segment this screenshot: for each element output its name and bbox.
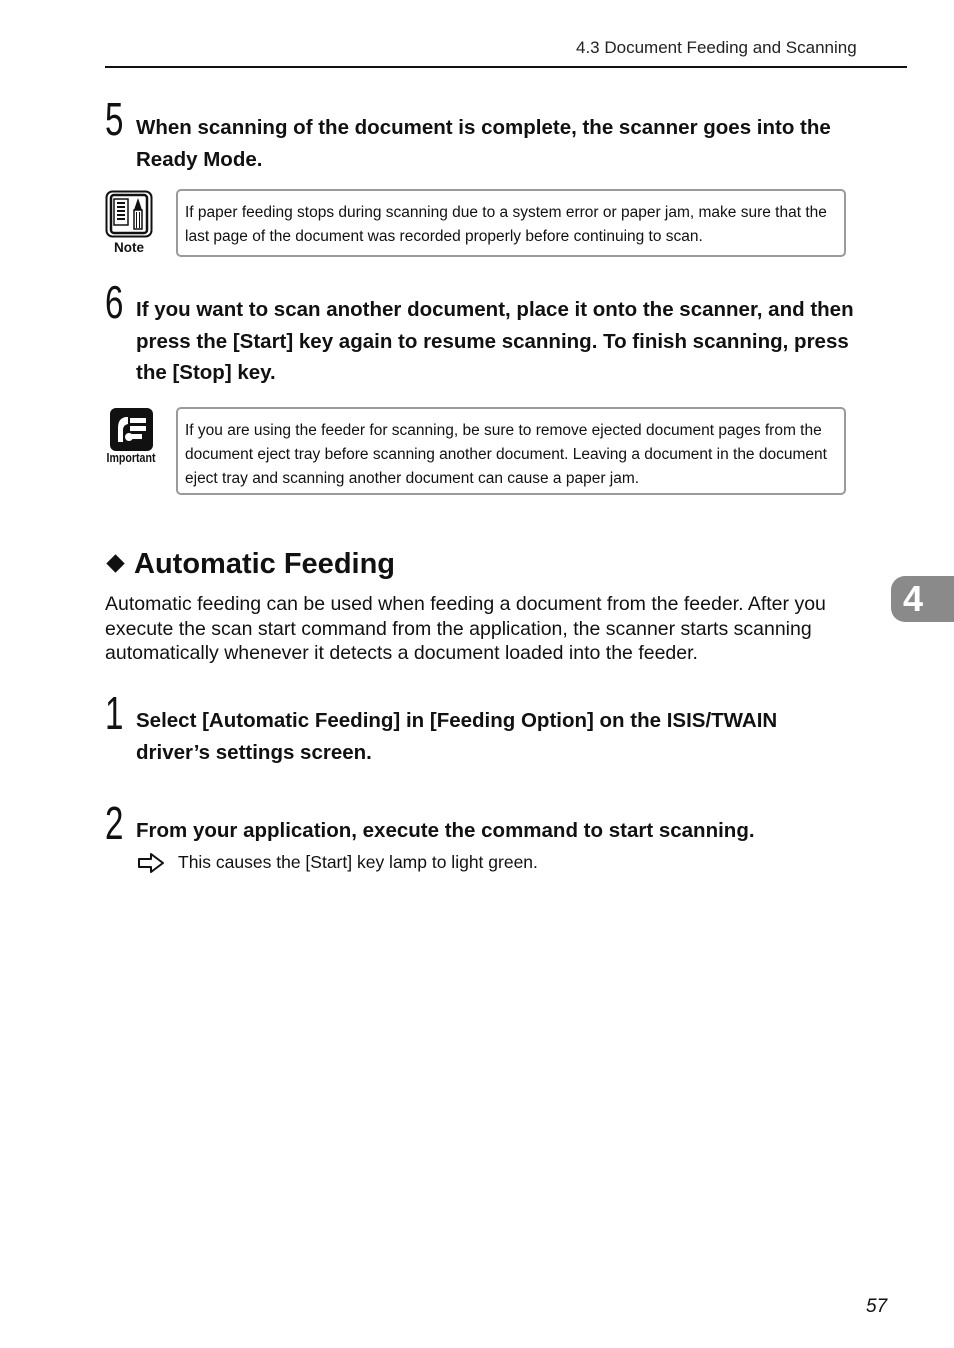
important-box — [176, 407, 846, 495]
step-number: 6 — [105, 276, 124, 328]
arrow-right-icon — [137, 851, 165, 875]
step-text: When scanning of the document is complete, the scanner goes into the Ready Mode. — [136, 116, 831, 171]
chapter-number: 4 — [903, 578, 924, 619]
running-header: 4.3 Document Feeding and Scanning — [576, 38, 857, 57]
step-text: From your application, execute the command to start scanning. — [136, 819, 755, 842]
note-label: Note — [114, 240, 144, 255]
step-number: 5 — [105, 93, 124, 145]
chapter-tab — [891, 576, 954, 622]
step-number: 2 — [105, 797, 124, 849]
section-title-text: Automatic Feeding — [134, 548, 396, 580]
section-title — [105, 548, 395, 581]
result-text: This causes the [Start] key lamp to light green. — [178, 852, 538, 872]
important-icon — [110, 408, 153, 451]
important-label: Important — [106, 451, 156, 465]
diamond-bullet-icon — [106, 554, 124, 572]
header-rule — [105, 66, 907, 68]
step-number: 1 — [105, 687, 124, 739]
page-number: 57 — [866, 1296, 888, 1317]
note-text: If paper feeding stops during scanning due to a system error or paper jam, make sure that the last page of the document was recorded properly before continuing to scan. — [185, 204, 827, 245]
important-text: If you are using the feeder for scanning, be sure to remove ejected document pages from the document eject tray before scanning another document. Leaving a document in the document eject tray and scanning another document can cause a paper jam. — [185, 422, 827, 487]
step-text: If you want to scan another document, place it onto the scanner, and then press the [Start] key again to resume scanning. To finish scanning, press the [Stop] key. — [136, 298, 854, 384]
section-body: Automatic feeding can be used when feeding a document from the feeder. After you execute the scan start command from the application, the scanner starts scanning automatically whenever it detects a document loaded into the feeder. — [105, 593, 826, 664]
step-text: Select [Automatic Feeding] in [Feeding Option] on the ISIS/TWAIN driver’s settings screen. — [136, 709, 778, 764]
note-box — [176, 189, 846, 257]
note-icon — [105, 190, 153, 238]
